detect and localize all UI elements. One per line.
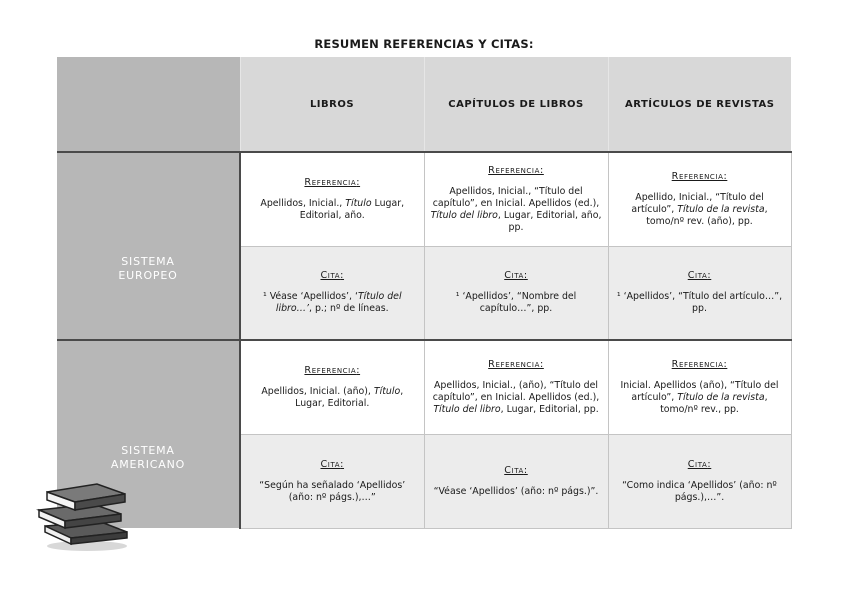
- cita-label: Cita:: [687, 270, 712, 282]
- corner-cell: [57, 57, 240, 152]
- referencia-label: Referencia:: [488, 164, 544, 176]
- europeo-cita-capitulos: Cita: ¹ ‘Apellidos’, “Nombre del capítulo…”, pp.: [424, 246, 608, 340]
- row-header-line: AMERICANO: [110, 457, 186, 471]
- americano-cita-articulos: Cita: “Como indica ‘Apellidos’ (año: nº págs.),…”.: [608, 434, 791, 528]
- row-header-line: EUROPEO: [118, 269, 178, 282]
- books-stack-icon: [31, 474, 137, 552]
- cita-label: Cita:: [504, 464, 528, 476]
- referencia-label: Referencia:: [671, 358, 728, 370]
- referencia-label: Referencia:: [304, 364, 361, 376]
- column-header-articulos: ARTÍCULOS DE REVISTAS: [608, 57, 791, 152]
- column-header-libros: LIBROS: [240, 57, 424, 152]
- americano-cita-libros: Cita: “Según ha señalado ‘Apellidos’ (año: nº págs.),…”: [240, 434, 424, 528]
- row-header-line: SISTEMA: [121, 443, 175, 457]
- row-header-line: SISTEMA: [121, 255, 175, 268]
- europeo-cita-articulos: Cita: ¹ ‘Apellidos’, “Título del artículo…”, pp.: [608, 246, 791, 340]
- americano-ref-capitulos: Referencia: Apellidos, Inicial., (año), “Título del capítulo”, en Inicial. Apellidos (ed.), Título del libro, Lugar, Editorial, pp.: [424, 340, 608, 434]
- europeo-cita-libros: Cita: ¹ Véase ‘Apellidos’, ‘Título del libro…’, p.; nº de líneas.: [240, 246, 424, 340]
- americano-cita-capitulos: Cita: “Véase ‘Apellidos’ (año: nº págs.)”.: [424, 434, 608, 528]
- page-title: RESUMEN REFERENCIAS Y CITAS:: [314, 37, 534, 51]
- europeo-ref-libros: Referencia: Apellidos, Inicial., Título Lugar, Editorial, año.: [240, 152, 424, 246]
- column-header-capitulos: CAPÍTULOS DE LIBROS: [424, 57, 608, 152]
- row-header-europeo: [57, 152, 240, 340]
- referencia-label: Referencia:: [488, 358, 544, 370]
- europeo-ref-articulos: Referencia: Apellido, Inicial., “Título del artículo”, Título de la revista, tomo/nº rev. (año), pp.: [608, 152, 791, 246]
- cita-label: Cita:: [320, 458, 345, 470]
- americano-ref-libros: Referencia: Apellidos, Inicial. (año), Título, Lugar, Editorial.: [240, 340, 424, 434]
- cita-label: Cita:: [504, 270, 528, 282]
- referencia-label: Referencia:: [671, 170, 728, 182]
- referencia-label: Referencia:: [304, 176, 361, 188]
- summary-table: [57, 57, 792, 529]
- europeo-ref-capitulos: Referencia: Apellidos, Inicial., “Título del capítulo”, en Inicial. Apellidos (ed.), Título del libro, Lugar, Editorial, año, pp.: [424, 152, 608, 246]
- cita-label: Cita:: [320, 270, 345, 282]
- americano-ref-articulos: Referencia: Inicial. Apellidos (año), “Título del artículo”, Título de la revista, tomo/nº rev., pp.: [608, 340, 791, 434]
- cita-label: Cita:: [687, 458, 712, 470]
